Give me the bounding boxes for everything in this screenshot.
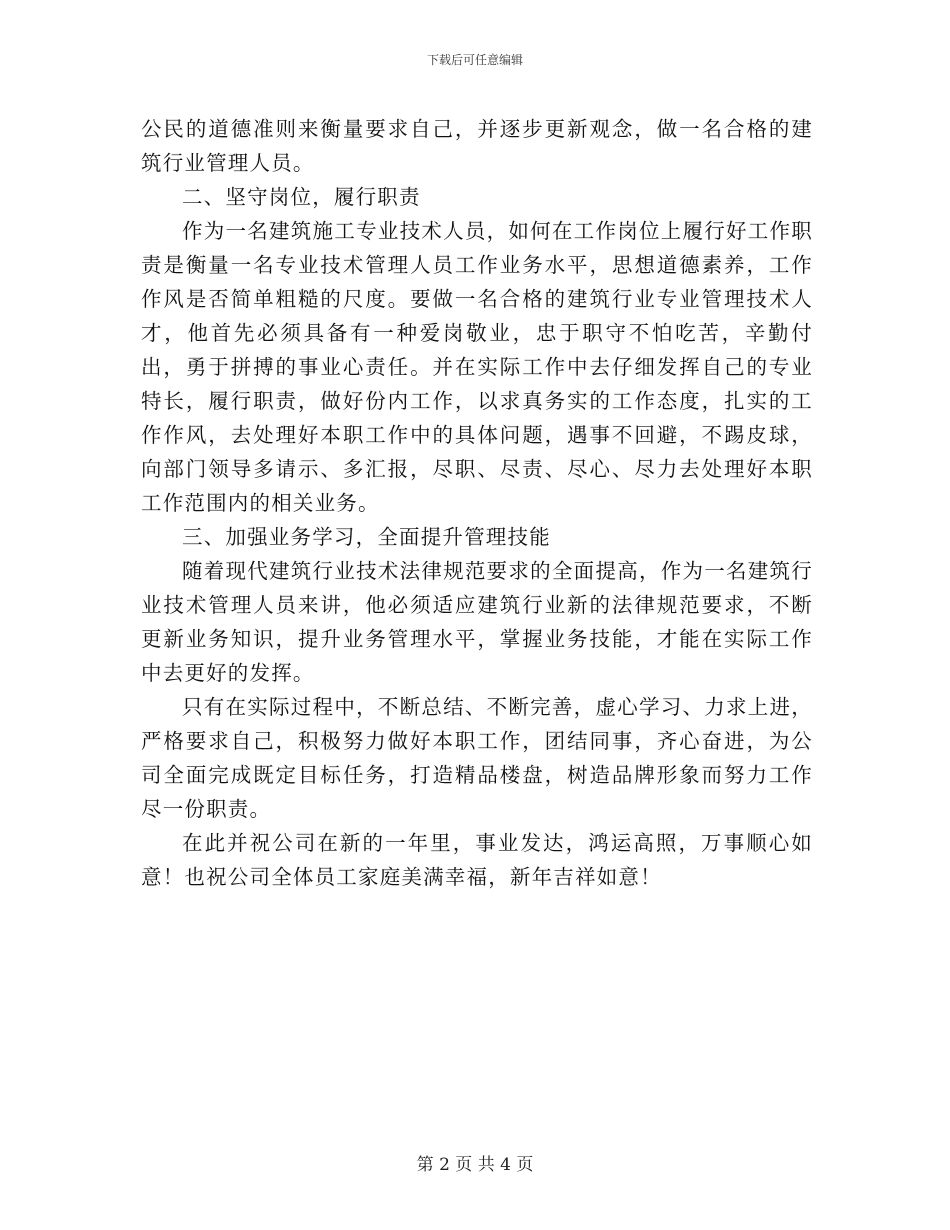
paragraph: 作为一名建筑施工专业技术人员，如何在工作岗位上履行好工作职责是衡量一名专业技术管理人员工作业务水平，思想道德素养，工作作风是否简单粗糙的尺度。要做一名合格的建筑行业专业管理技术人才，他首先必须具备有一种爱岗敬业，忠于职守不怕吃苦，辛勤付出，勇于拼搏的事业心责任。并在实际工作中去仔细发挥自己的专业特长，履行职责，做好份内工作，以求真务实的工作态度，扎实的工作作风，去处理好本职工作中的具体问题，遇事不回避，不踢皮球，向部门领导多请示、多汇报，尽职、尽责、尽心、尽力去处理好本职工作范围内的相关业务。 xyxy=(141,219,813,515)
page-footer: 第 2 页 共 4 页 xyxy=(416,1155,534,1175)
document-body xyxy=(141,112,813,894)
paragraph: 随着现代建筑行业技术法律规范要求的全面提高，作为一名建筑行业技术管理人员来讲，他必须适应建筑行业新的法律规范要求，不断更新业务知识，提升业务管理水平，掌握业务技能，才能在实际工作中去更好的发挥。 xyxy=(141,559,813,685)
closing-paragraph: 在此并祝公司在新的一年里，事业发达，鸿运高照，万事顺心如意！也祝公司全体员工家庭美满幸福，新年吉祥如意！ xyxy=(141,831,813,889)
section-heading-3: 三、加强业务学习，全面提升管理技能 xyxy=(182,525,551,549)
paragraph-continuation: 公民的道德准则来衡量要求自己，并逐步更新观念，做一名合格的建筑行业管理人员。 xyxy=(141,117,813,175)
paragraph: 只有在实际过程中，不断总结、不断完善，虚心学习、力求上进，严格要求自己，积极努力做好本职工作，团结同事，齐心奋进，为公司全面完成既定目标任务，打造精品楼盘，树造品牌形象而努力工作尽一份职责。 xyxy=(141,695,813,821)
section-heading-2: 二、坚守岗位，履行职责 xyxy=(182,185,421,209)
page-header: 下载后可任意编辑 xyxy=(426,53,523,67)
